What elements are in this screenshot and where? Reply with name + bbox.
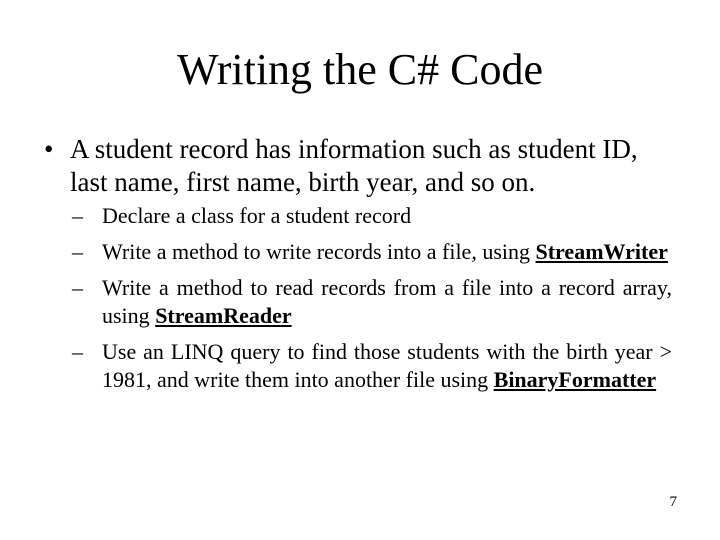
- code-term-streamwriter: StreamWriter: [535, 239, 668, 264]
- sub-bullet-text: Write a method to read records from a file into a record array, using: [102, 275, 672, 328]
- dash-mark: –: [72, 239, 83, 264]
- sub-bullet-item: [72, 238, 672, 266]
- sub-bullet-text: Use an LINQ query to find those students with the birth year > 1981, and write them into another file using: [102, 339, 672, 392]
- sub-bullet-text: Declare a class for a student record: [102, 203, 412, 228]
- sub-bullet-item: [72, 274, 672, 330]
- main-bullet-text: A student record has information such as student ID, last name, first name, birth year, and so on.: [70, 134, 638, 197]
- sub-bullet-item: [72, 202, 672, 230]
- dash-mark: –: [72, 339, 83, 364]
- code-term-streamreader: StreamReader: [155, 303, 292, 328]
- sub-bullet-item: [72, 338, 672, 394]
- sub-bullet-text: Write a method to write records into a file, using: [102, 239, 536, 264]
- main-bullet: [44, 133, 676, 199]
- sub-bullet-list: [72, 202, 672, 402]
- dash-mark: –: [72, 203, 83, 228]
- slide-title: Writing the C# Code: [176, 45, 544, 94]
- dash-mark: –: [72, 275, 83, 300]
- code-term-binaryformatter: BinaryFormatter: [493, 367, 657, 392]
- bullet-mark: •: [44, 134, 54, 164]
- page-number: 7: [669, 494, 677, 510]
